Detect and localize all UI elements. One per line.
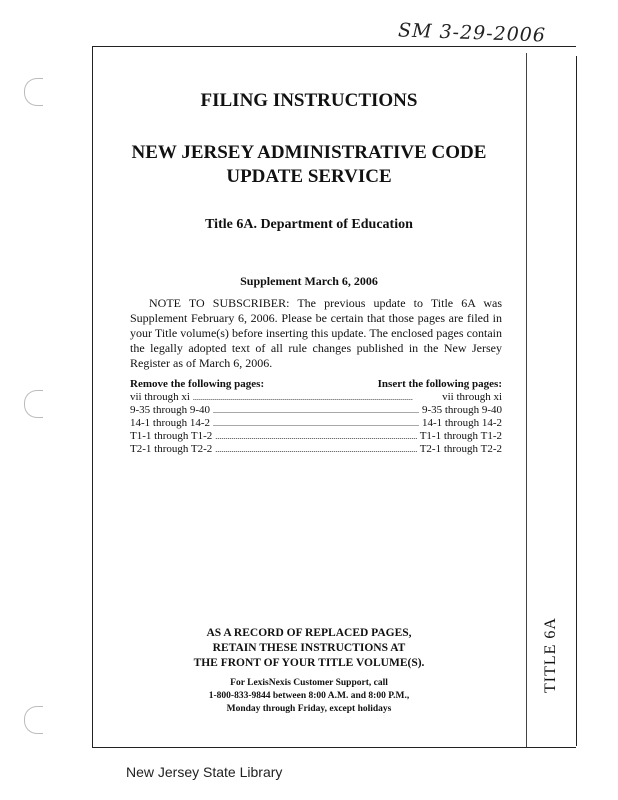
record-line-3: THE FRONT OF YOUR TITLE VOLUME(S).	[193, 657, 425, 669]
code-title	[92, 141, 526, 189]
leader-dots	[213, 417, 419, 430]
record-notice	[92, 626, 526, 671]
remove-header: Remove the following pages:	[130, 378, 265, 390]
leader-dots	[213, 404, 419, 417]
document-title: FILING INSTRUCTIONS	[200, 90, 418, 111]
remove-cell: T2-1 through T2-2	[130, 443, 213, 455]
punch-hole-bottom	[24, 706, 43, 734]
table-row	[130, 391, 502, 404]
code-title-line-2: UPDATE SERVICE	[226, 166, 392, 187]
supplement-date: Supplement March 6, 2006	[240, 274, 378, 288]
tab-label: TITLE 6A	[542, 617, 559, 693]
record-line-2: RETAIN THESE INSTRUCTIONS AT	[212, 642, 406, 654]
handwritten-date-note: SM 3-29-2006	[397, 19, 547, 47]
support-line-3: Monday through Friday, except holidays	[226, 704, 392, 714]
table-row	[130, 417, 502, 430]
bottom-divider	[92, 747, 576, 748]
punch-hole-middle	[24, 390, 43, 418]
subscriber-note: NOTE TO SUBSCRIBER: The previous update to Title 6A was Supplement February 6, 2006. Please be certain that those pages are filed in your Title volume(s) before inserting this update. The enclosed pages contain the legally adopted text of all rule changes published in the New Jersey Register as of March 6, 2006.	[130, 296, 502, 370]
code-title-line-1: NEW JERSEY ADMINISTRATIVE CODE	[131, 142, 487, 163]
insert-cell: 14-1 through 14-2	[421, 417, 502, 429]
leader-dots	[215, 443, 416, 456]
support-line-1: For LexisNexis Customer Support, call	[230, 678, 388, 688]
pages-table-header	[130, 378, 502, 391]
remove-cell: T1-1 through T1-2	[130, 430, 213, 442]
punch-hole-top	[24, 78, 43, 106]
leader-dots	[193, 391, 439, 404]
remove-cell: 9-35 through 9-40	[130, 404, 211, 416]
pages-table	[130, 378, 502, 456]
customer-support	[92, 677, 526, 716]
library-stamp: New Jersey State Library	[126, 764, 283, 780]
table-row	[130, 443, 502, 456]
record-line-1: AS A RECORD OF REPLACED PAGES,	[206, 627, 412, 639]
insert-header: Insert the following pages:	[377, 378, 502, 390]
table-row	[130, 430, 502, 443]
table-row	[130, 404, 502, 417]
remove-cell: 14-1 through 14-2	[130, 417, 211, 429]
insert-cell: 9-35 through 9-40	[421, 404, 502, 416]
insert-cell: T2-1 through T2-2	[419, 443, 502, 455]
leader-dots	[215, 430, 416, 443]
insert-cell: vii through xi	[442, 391, 502, 403]
support-line-2: 1-800-833-9844 between 8:00 A.M. and 8:00 P.M.,	[208, 691, 410, 701]
insert-cell: T1-1 through T1-2	[419, 430, 502, 442]
remove-cell: vii through xi	[130, 391, 190, 403]
department-title: Title 6A. Department of Education	[205, 217, 413, 232]
